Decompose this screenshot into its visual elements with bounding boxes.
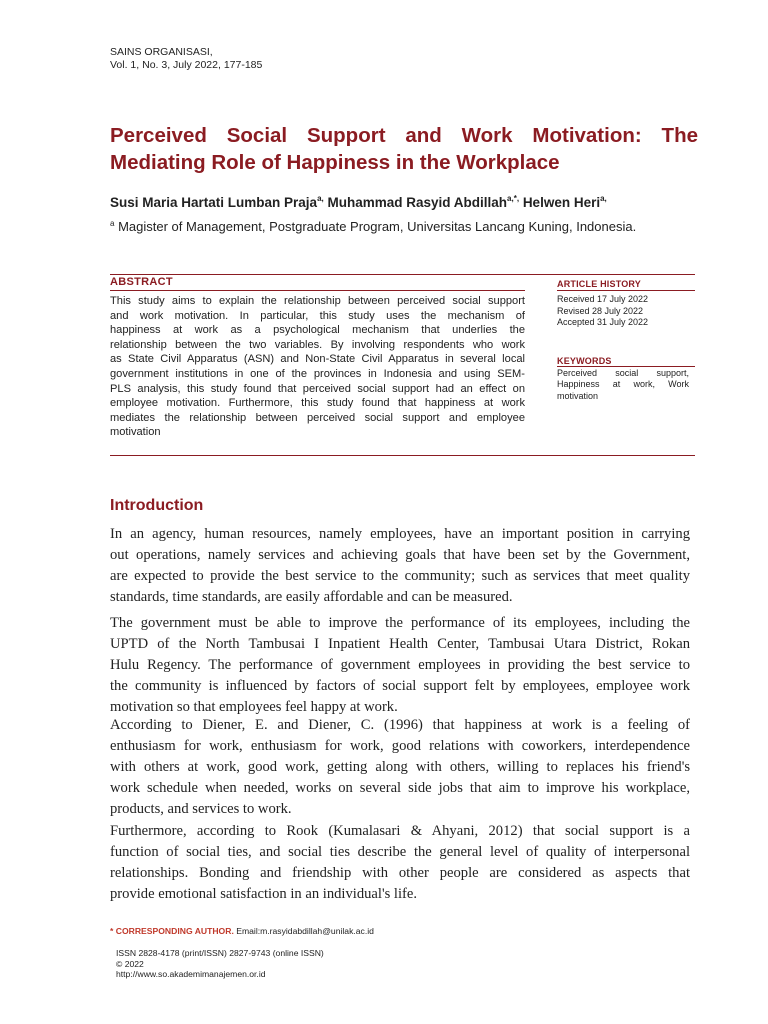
body-line: Hulu Regency. The performance of government employees in providing the best service to: [110, 657, 690, 673]
journal-url-link[interactable]: http://www.so.akademimanajemen.or.id: [116, 969, 266, 980]
body-line: Furthermore, according to Rook (Kumalasari & Ahyani, 2012) that social support is a: [110, 823, 690, 839]
body-line: work schedule when needed, works on several side jobs that aim to improve his workplace,: [110, 780, 690, 796]
journal-volume: Vol. 1, No. 3, July 2022, 177-185: [110, 59, 263, 71]
keywords-line: motivation: [557, 390, 599, 401]
keywords-line: Perceived social support,: [557, 368, 689, 378]
article-history: [557, 294, 648, 329]
author-name: Muhammad Rasyid Abdillah: [327, 195, 508, 210]
article-history-heading: ARTICLE HISTORY: [557, 279, 642, 289]
journal-header: [110, 46, 262, 72]
paper-title: [110, 122, 698, 176]
body-line: motivation so that employees feel happy at work.: [110, 699, 398, 715]
abstract-line: motivation: [110, 426, 161, 439]
revised-date: Revised 28 July 2022: [557, 305, 644, 316]
abstract-line: employee motivation. Furthermore, this study found that happiness at work: [110, 397, 525, 410]
footnote-mark: *: [110, 926, 114, 936]
body-line: products, and services to work.: [110, 801, 292, 817]
intro-paragraph-3: [110, 715, 690, 820]
corresponding-email[interactable]: Email:m.rasyidabdillah@unilak.ac.id: [236, 926, 374, 936]
affiliation-text: Magister of Management, Postgraduate Program, Universitas Lancang Kuning, Indonesia.: [118, 219, 637, 234]
abstract-top-rule: [110, 274, 695, 275]
title-line: Mediating Role of Happiness in the Workplace: [110, 151, 560, 174]
copyright-line: © 2022: [116, 958, 144, 969]
body-line: function of social ties, and social ties describe the general level of quality of interpersonal: [110, 844, 690, 860]
keywords-list: [557, 368, 689, 402]
body-line: with others at work, good work, getting along with others, willing to replaces his friend's: [110, 759, 690, 775]
body-line: the community is influenced by factors of social support felt by employees, employee work: [110, 678, 690, 694]
abstract-line: happiness at work as a psychological mechanism that underlies the: [110, 324, 525, 337]
author-mark: a,: [600, 194, 607, 203]
abstract-line: PLS analysis, this study found that perceived social support had an effect on: [110, 382, 525, 395]
keywords-line: Happiness at work, Work: [557, 379, 689, 390]
body-line: According to Diener, E. and Diener, C. (1996) that happiness at work is a feeling of: [110, 717, 690, 733]
abstract-line: and work motivation. In particular, this study uses the mechanism of: [110, 309, 525, 322]
issn-line: ISSN 2828-4178 (print/ISSN) 2827-9743 (online ISSN): [116, 948, 324, 958]
introduction-heading: Introduction: [110, 497, 204, 514]
abstract-line: relationship between the two variables. By involving respondents who work: [110, 338, 525, 351]
intro-paragraph-2: [110, 613, 690, 718]
body-line: In an agency, human resources, namely employees, have an important position in carrying: [110, 526, 690, 542]
received-date: Received 17 July 2022: [557, 294, 649, 304]
body-line: standards, time standards, are easily affordable and can be measured.: [110, 589, 513, 605]
accepted-date: Accepted 31 July 2022: [557, 317, 649, 327]
abstract-bottom-rule: [110, 455, 695, 456]
abstract-heading: ABSTRACT: [110, 276, 173, 288]
author-name: Helwen Heri: [522, 195, 601, 210]
abstract-body: [110, 294, 525, 440]
abstract-heading-rule: [110, 290, 525, 291]
intro-paragraph-1: [110, 524, 690, 608]
issn-block: [116, 948, 324, 980]
abstract-line: as State Civil Apparatus (ASN) and Non-State Civil Apparatus in several local: [110, 353, 525, 366]
keywords-heading: KEYWORDS: [557, 356, 612, 366]
body-line: relationships. Bonding and friendship with other people are considered as aspects that: [110, 865, 690, 881]
author-list: [110, 194, 607, 210]
author-mark: a,: [317, 194, 324, 203]
body-line: enthusiasm for work, enthusiasm for work, good relations with coworkers, interdependence: [110, 738, 690, 754]
affiliation: [110, 219, 636, 234]
title-line: Perceived Social Support and Work Motivation: The: [110, 124, 698, 147]
body-line: out operations, namely services and achieving goals that have been set by the Government,: [110, 547, 690, 563]
journal-name: SAINS ORGANISASI,: [110, 46, 213, 58]
body-line: provide emotional satisfaction in an individual's life.: [110, 886, 418, 902]
body-line: The government must be able to improve the performance of its employees, including the: [110, 615, 690, 631]
history-heading-rule: [557, 290, 695, 291]
body-line: UPTD of the North Tambusai I Inpatient Health Center, Tambusai Utara District, Rokan: [110, 636, 690, 652]
abstract-line: This study aims to explain the relationship between perceived social support: [110, 295, 525, 307]
corresponding-author-label: CORRESPONDING AUTHOR.: [115, 926, 234, 936]
keywords-heading-rule: [557, 366, 695, 367]
author-name: Susi Maria Hartati Lumban Praja: [110, 195, 318, 210]
author-mark: a,*,: [507, 194, 520, 203]
abstract-line: government institutions in one of the provinces in Indonesia and using SEM-: [110, 367, 525, 380]
abstract-line: mediates the relationship between perceived social support and employee: [110, 411, 525, 424]
affiliation-mark: a: [110, 219, 115, 228]
body-line: are expected to provide the best service to the community; such as services that meet quality: [110, 568, 690, 584]
corresponding-author-note: [110, 926, 374, 936]
intro-paragraph-4: [110, 821, 690, 905]
